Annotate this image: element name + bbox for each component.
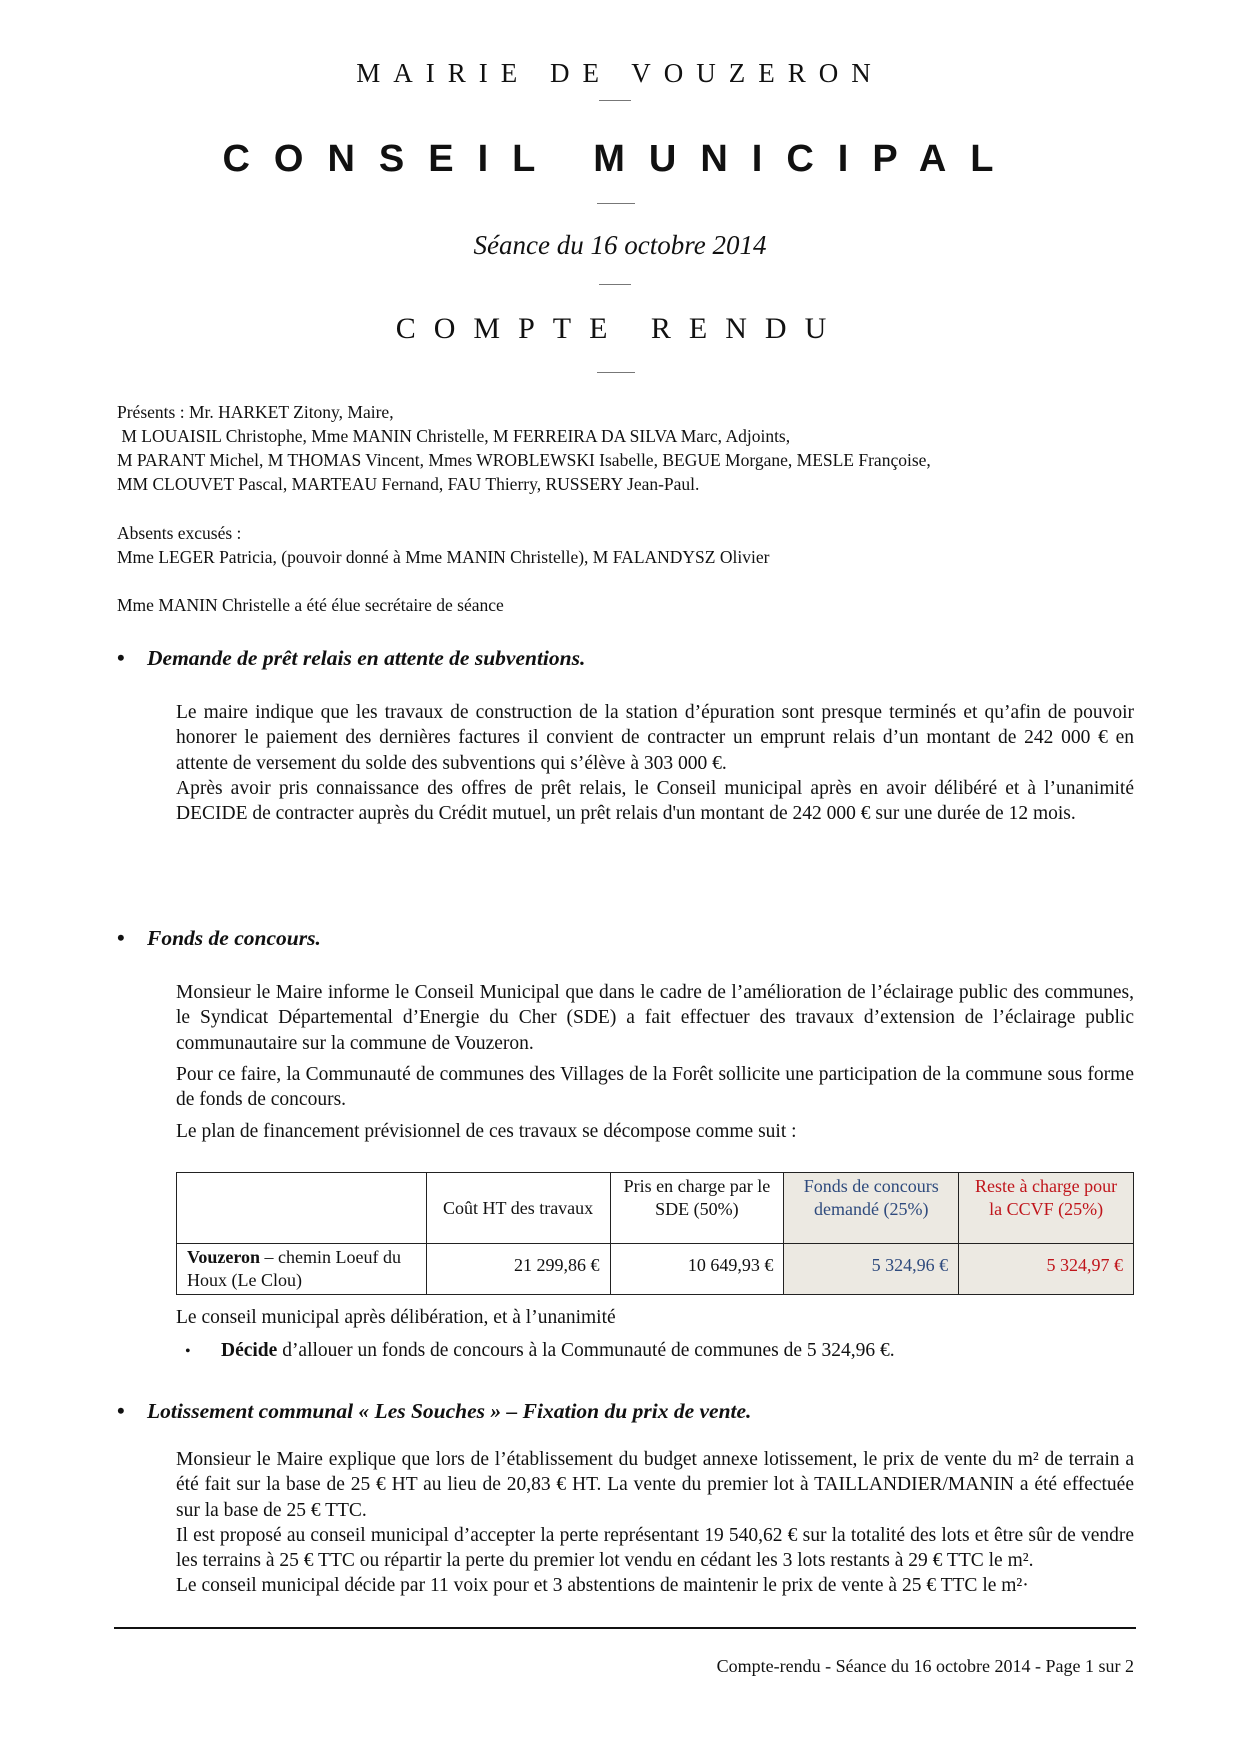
paragraph: Le plan de financement prévisionnel de ces travaux se décompose comme suit : [176,1121,797,1142]
section-body [176,980,1134,1056]
table-cell-reste: 5 324,97 € [959,1244,1134,1295]
table-cell-fonds: 5 324,96 € [784,1244,959,1295]
present-line: Présents : Mr. HARKET Zitony, Maire, [117,402,394,422]
section-body [176,1119,1134,1144]
paragraph: Le conseil municipal décide par 11 voix pour et 3 abstentions de maintenir le prix de vente à 25 € TTC le m²· [176,1575,1029,1597]
separator [597,203,635,204]
mairie-heading: MAIRIE DE VOUZERON [356,58,884,88]
separator [599,284,631,285]
table-header-cell [177,1173,427,1244]
table-header-row [177,1173,1134,1244]
secretary-line: Mme MANIN Christelle a été élue secrétaire de séance [117,595,504,615]
location-text: – chemin Loeuf du Houx (Le Clou) [187,1247,401,1290]
paragraph: Monsieur le Maire informe le Conseil Municipal que dans le cadre de l’amélioration de l’éclairage public des communes, le Syndicat Départemental d’Energie du Cher (SDE) a fait effectuer des travaux d’extension de l’éclairage public communautaire sur la commune de Vouzeron. [176,982,1134,1054]
decision-item [185,1340,895,1362]
decision-text: d’allouer un fonds de concours à la Communauté de communes de 5 324,96 €. [277,1340,895,1361]
table-cell-sde: 10 649,93 € [610,1244,784,1295]
paragraph: Le maire indique que les travaux de construction de la station d’épuration sont presque terminés et qu’afin de pouvoir honorer le paiement des dernières factures il convient de contracter un emprunt relais d’un montant de 242 000 € en attente de versement du solde des subventions qui s’élève à 303 000 €. [176,702,1134,774]
table-header-cell: Coût HT des travaux [426,1173,610,1244]
attendance-present [117,400,931,496]
commune-name: Vouzeron [187,1247,261,1267]
section-heading [117,925,321,951]
bullet-icon: • [185,1343,191,1360]
decision-keyword: Décide [221,1340,278,1361]
present-line: M PARANT Michel, M THOMAS Vincent, Mmes WROBLEWSKI Isabelle, BEGUE Morgane, MESLE Françoise, [117,450,931,470]
subtitle: COMPTE RENDU [395,312,845,345]
paragraph: Il est proposé au conseil municipal d’accepter la perte représentant 19 540,62 € sur la totalité des lots et être sûr de vendre les terrains à 25 € TTC ou répartir la perte du premier lot vendu en cédant les 3 lots restants à 29 € TTC le m². [176,1524,1134,1572]
paragraph: Après avoir pris connaissance des offres de prêt relais, le Conseil municipal après en avoir délibéré et à l’unanimité DECIDE de contracter auprès du Crédit mutuel, un prêt relais d'un montant de 242 000 € sur une durée de 12 mois. [176,777,1134,825]
table-header-cell: Pris en charge par le SDE (50%) [610,1173,784,1244]
paragraph: Monsieur le Maire explique que lors de l’établissement du budget annexe lotissement, le prix de vente du m² de terrain a été fait sur la base de 25 € HT au lieu de 20,83 € HT. La vente du premier lot à TAILLANDIER/MANIN a été effectuée sur la base de 25 € TTC. [176,1449,1134,1521]
footer-rule [114,1627,1136,1629]
bullet-icon: • [117,925,125,950]
bullet-icon: • [117,1398,125,1423]
paragraph: Pour ce faire, la Communauté de communes des Villages de la Forêt sollicite une participation de la commune sous forme de fonds de concours. [176,1064,1134,1111]
table-cell-label [177,1244,427,1295]
table-header-cell: Reste à charge pour la CCVF (25%) [959,1173,1134,1244]
section-title: Fonds de concours. [147,926,321,950]
section-body [176,1447,1134,1599]
financing-table [176,1172,1134,1295]
section-body [176,1305,1134,1330]
table-row [177,1244,1134,1295]
absent-line: Mme LEGER Patricia, (pouvoir donné à Mme MANIN Christelle), M FALANDYSZ Olivier [117,547,770,567]
attendance-absent [117,521,769,569]
section-heading [117,645,585,671]
separator [597,372,635,373]
page-footer: Compte-rendu - Séance du 16 octobre 2014 - Page 1 sur 2 [716,1656,1134,1676]
bullet-icon: • [117,645,125,670]
paragraph: Le conseil municipal après délibération, et à l’unanimité [176,1307,616,1328]
page-title: CONSEIL MUNICIPAL [222,138,1018,180]
separator [599,100,631,101]
section-body [176,1062,1134,1113]
section-title: Demande de prêt relais en attente de subventions. [147,646,586,670]
seance-date: Séance du 16 octobre 2014 [473,230,767,260]
section-heading [117,1398,751,1424]
section-title: Lotissement communal « Les Souches » – Fixation du prix de vente. [147,1399,752,1423]
present-line: MM CLOUVET Pascal, MARTEAU Fernand, FAU Thierry, RUSSERY Jean-Paul. [117,474,700,494]
section-body [176,700,1134,826]
absent-label: Absents excusés : [117,523,242,543]
present-line: M LOUAISIL Christophe, Mme MANIN Christelle, M FERREIRA DA SILVA Marc, Adjoints, [117,426,791,446]
table-header-cell: Fonds de concours demandé (25%) [784,1173,959,1244]
table-cell-cout: 21 299,86 € [426,1244,610,1295]
